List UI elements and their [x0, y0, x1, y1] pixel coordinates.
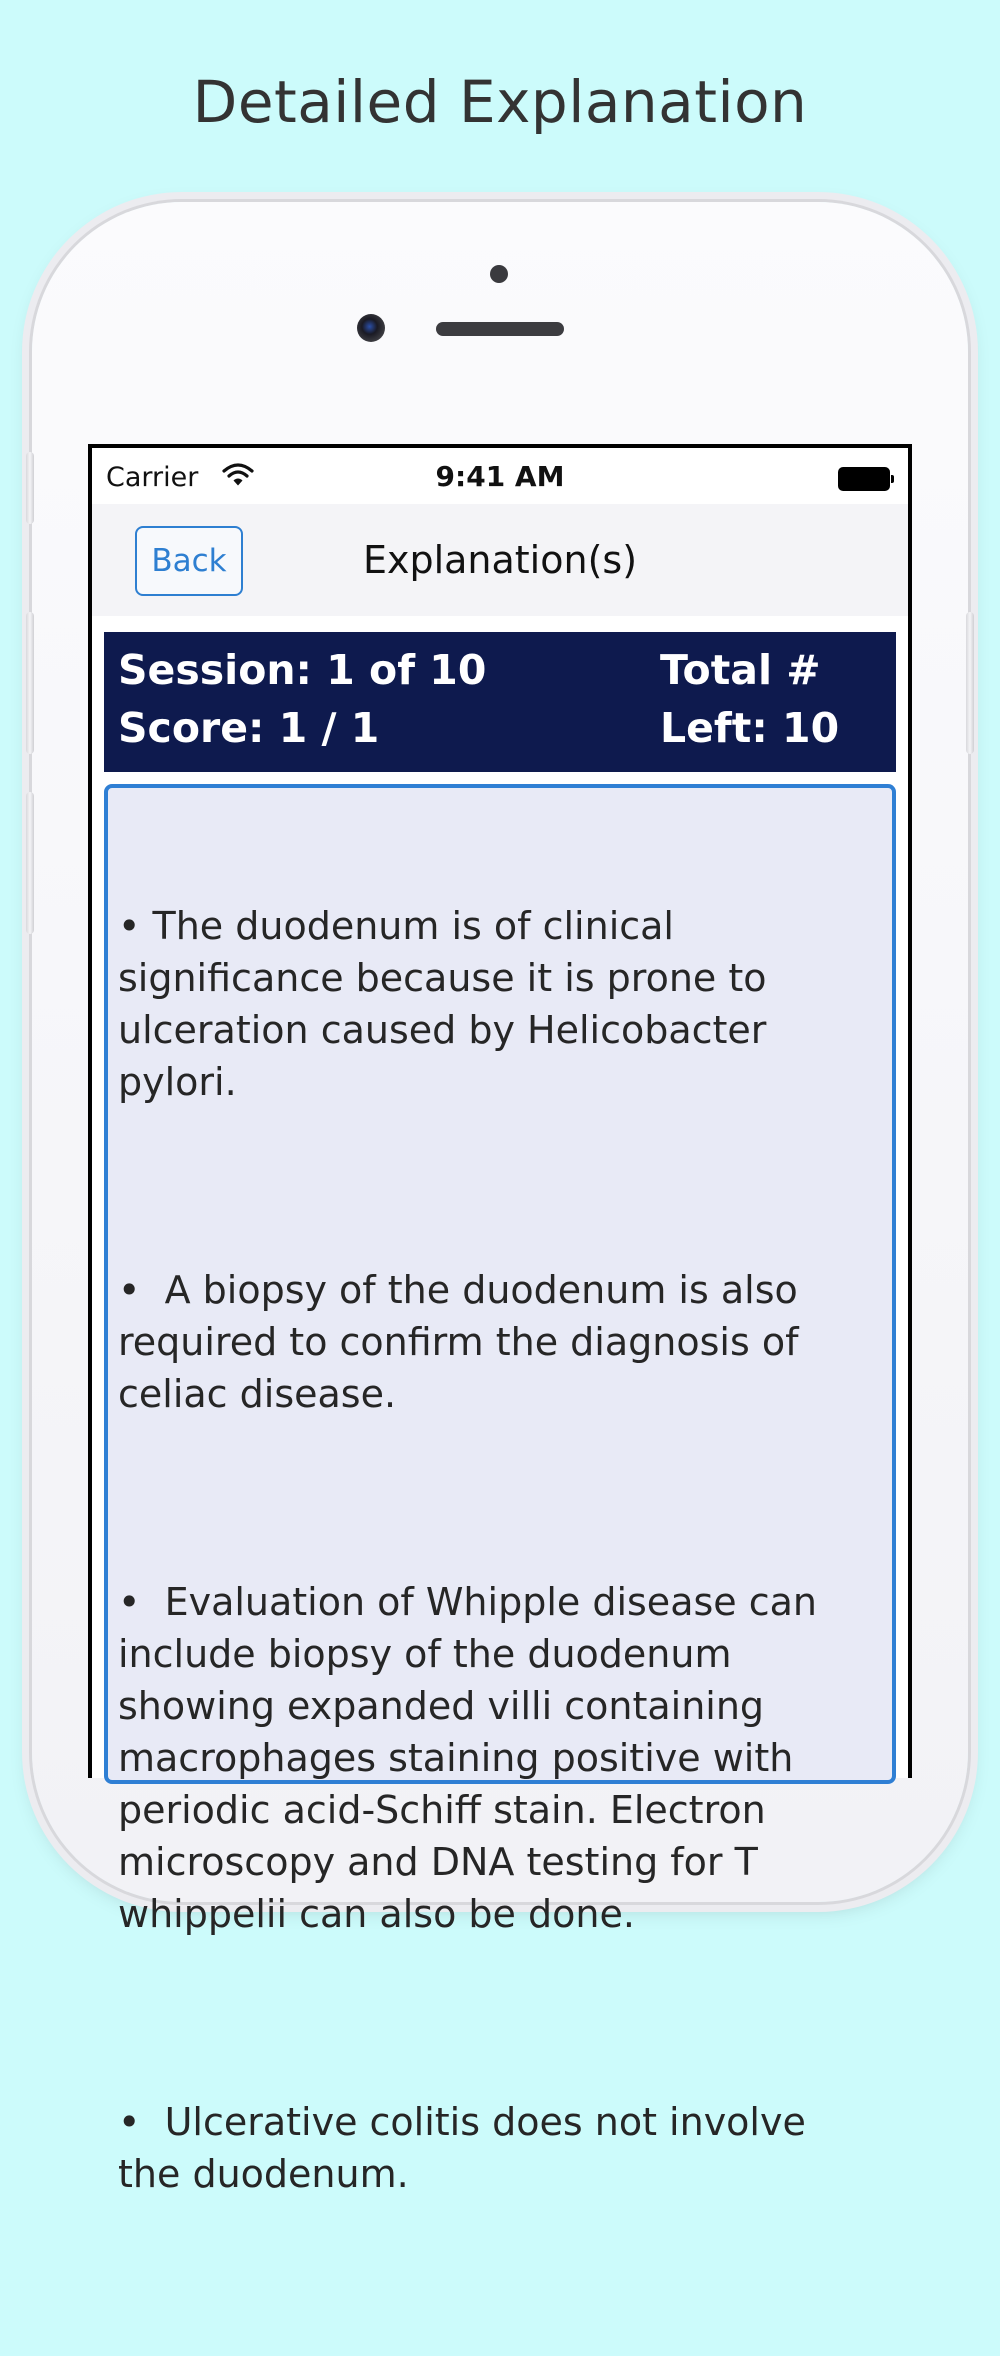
score-panel	[104, 632, 896, 772]
carrier-label: Carrier	[106, 462, 199, 493]
score-label: Score: 1 / 1	[118, 704, 380, 752]
volume-down-button	[26, 792, 34, 934]
power-button	[966, 612, 974, 754]
explanation-paragraph: • Evaluation of Whipple disease can include biopsy of the duodenum showing expanded villi containing macrophages staining positive with periodic acid-Schiff stain. Electron microscopy and DNA testing for T whippelii can also be done.	[118, 1580, 830, 1936]
status-bar	[92, 448, 908, 504]
back-button[interactable]: Back	[135, 526, 243, 596]
front-camera-icon	[357, 314, 385, 342]
explanation-paragraph: • The duodenum is of clinical significance because it is prone to ulceration caused by Helicobacter pylori.	[118, 904, 779, 1104]
volume-up-button	[26, 612, 34, 754]
proximity-sensor	[490, 265, 508, 283]
explanation-content	[118, 796, 878, 2356]
phone-screen	[88, 444, 912, 2196]
mute-switch	[26, 452, 34, 524]
total-label: Total #	[660, 646, 821, 694]
clock: 9:41 AM	[435, 460, 565, 493]
session-label: Session: 1 of 10	[118, 646, 487, 694]
explanation-paragraph: • A biopsy of the duodenum is also required to confirm the diagnosis of celiac disease.	[118, 1268, 811, 1416]
navigation-bar	[92, 504, 908, 616]
remaining-label: Left: 10	[660, 704, 840, 752]
explanation-paragraph: • Ulcerative colitis does not involve the duodenum.	[118, 2100, 818, 2196]
explanation-text-view[interactable]	[104, 784, 896, 2196]
earpiece-speaker	[436, 322, 564, 336]
battery-icon	[838, 467, 894, 491]
page-title: Explanation(s)	[362, 538, 638, 582]
marketing-headline: Detailed Explanation	[192, 68, 808, 136]
app-view	[92, 448, 908, 2196]
